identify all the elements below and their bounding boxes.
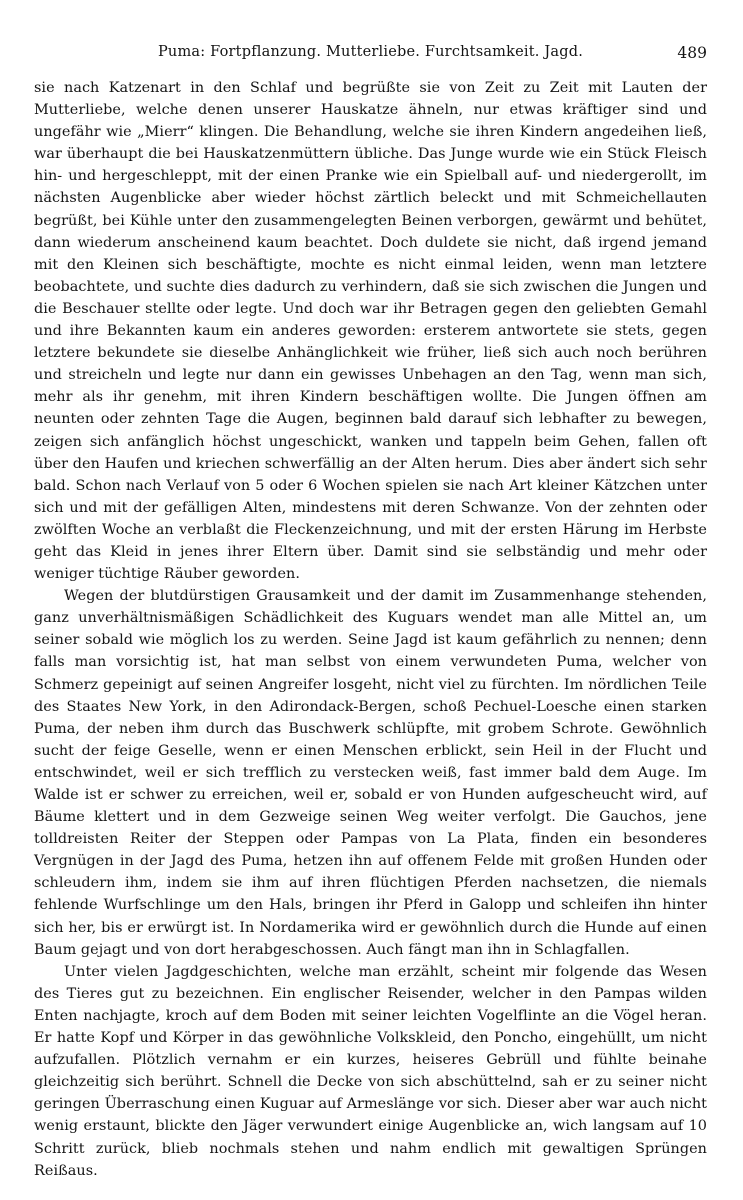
paragraph-anecdote: Unter vielen Jagdgeschichten, welche man erzählt, scheint mir folgende das Wesen des Tieres gut zu bezeichnen. Ein englischer Reisender, welcher in den Pampas wilden Enten nachjagte, kroch auf dem Boden mit seiner leichten Vogelflinte an die Vögel heran. Er hatte Kopf und Körper in das gewöhnliche Volkskleid, den Poncho, eingehüllt, um nicht aufzufallen. Plötzlich vernahm er ein kurzes, heiseres Gebrüll und fühlte beinahe gleichzeitig sich berührt. Schnell die Decke von sich abschüttelnd, sah er zu seiner nicht geringen Überraschung einen Kuguar auf Armeslänge vor sich. Dieser aber war auch nicht wenig erstaunt, blickte den Jäger verwundert einige Augenblicke an, wich langsam auf 10 Schritt zurück, blieb nochmals stehen und nahm endlich mit gewaltigen Sprüngen Reißaus.: [34, 963, 707, 1179]
paragraph-continued: sie nach Katzenart in den Schlaf und begrüßte sie von Zeit zu Zeit mit Lauten der Mutterliebe, welche denen unserer Hauskatze ähneln, nur etwas kräftiger sind und ungefähr wie „Mierr“ klingen. Die Behandlung, welche sie ihren Kindern angedeihen ließ, war überhaupt die bei Hauskatzenmüttern übliche. Das Junge wurde wie ein Stück Fleisch hin- und hergeschleppt, mit der einen Pranke wie ein Spielball auf- und niedergerollt, im nächsten Augenblicke aber wieder höchst zärtlich beleckt und mit Schmeichellauten begrüßt, bei Kühle unter den zusammengelegten Beinen verborgen, gewärmt und behütet, dann wiederum anscheinend kaum beachtet. Doch duldete sie nicht, daß irgend jemand mit den Kleinen sich beschäftigte, mochte es nicht einmal leiden, wenn man letztere beobachtete, und suchte dies dadurch zu verhindern, daß sie sich zwischen die Jungen und die Beschauer stellte oder legte. Und doch war ihr Betragen gegen den geliebten Gemahl und ihre Bekannten kaum ein anderes geworden: ersterem antwortete sie stets, gegen letztere bekundete sie dieselbe Anhänglichkeit wie früher, ließ sich auch noch berühren und streicheln und legte nur dann ein gewisses Unbehagen an den Tag, wenn man sich, mehr als ihr genehm, mit ihren Kindern beschäftigen wollte. Die Jungen öffnen am neunten oder zehnten Tage die Augen, beginnen bald darauf sich lebhafter zu bewegen, zeigen sich anfänglich höchst ungeschickt, wanken und tappeln beim Gehen, fallen oft über den Haufen und kriechen schwerfällig an der Alten herum. Dies aber ändert sich sehr bald. Schon nach Verlauf von 5 oder 6 Wochen spielen sie nach Art kleiner Kätzchen unter sich und mit der gefälligen Alten, mindestens mit deren Schwanze. Von der zehnten oder zwölften Woche an verblaßt die Fleckenzeichnung, und mit der ersten Härung im Herbste geht das Kleid in jenes ihrer Eltern über. Damit sind sie selbständig und mehr oder weniger tüchtige Räuber geworden.: [34, 80, 707, 583]
page-body: [34, 77, 707, 1182]
paragraph-hunting: Wegen der blutdürstigen Grausamkeit und der damit im Zusammenhange stehenden, ganz unverhältnismäßigen Schädlichkeit des Kuguars wendet man alle Mittel an, um seiner sobald wie möglich los zu werden. Seine Jagd ist kaum gefährlich zu nennen; denn falls man vorsichtig ist, hat man selbst von einem verwundeten Puma, welcher von Schmerz gepeinigt auf seinen Angreifer losgeht, nicht viel zu fürchten. Im nördlichen Teile des Staates New York, in den Adirondack-Bergen, schoß Pechuel-Loesche einen starken Puma, der neben ihm durch das Buschwerk schlüpfte, mit grobem Schrote. Gewöhnlich sucht der feige Geselle, wenn er einen Menschen erblickt, sein Heil in der Flucht und entschwindet, weil er sich trefflich zu verstecken weiß, fast immer bald dem Auge. Im Walde ist er schwer zu erreichen, weil er, sobald er von Hunden aufgescheucht wird, auf Bäume klettert und in dem Gezweige seinen Weg weiter verfolgt. Die Gauchos, jene tolldreisten Reiter der Steppen oder Pampas von La Plata, finden ein besonderes Vergnügen in der Jagd des Puma, hetzen ihn auf offenem Felde mit großen Hunden oder schleudern ihm, indem sie ihm auf ihren flüchtigen Pferden nachsetzen, die niemals fehlende Wurfschlinge um den Hals, bringen ihr Pferd in Galopp und schleifen ihn hinter sich her, bis er erwürgt ist. In Nordamerika wird er gewöhnlich durch die Hunde auf einen Baum gejagt und von dort herabgeschossen. Auch fängt man ihn in Schlagfallen.: [34, 588, 707, 958]
page-header: [34, 44, 707, 70]
running-head: Puma: Fortpflanzung. Mutterliebe. Furchtsamkeit. Jagd.: [157, 44, 584, 60]
page-number: 489: [677, 44, 707, 62]
